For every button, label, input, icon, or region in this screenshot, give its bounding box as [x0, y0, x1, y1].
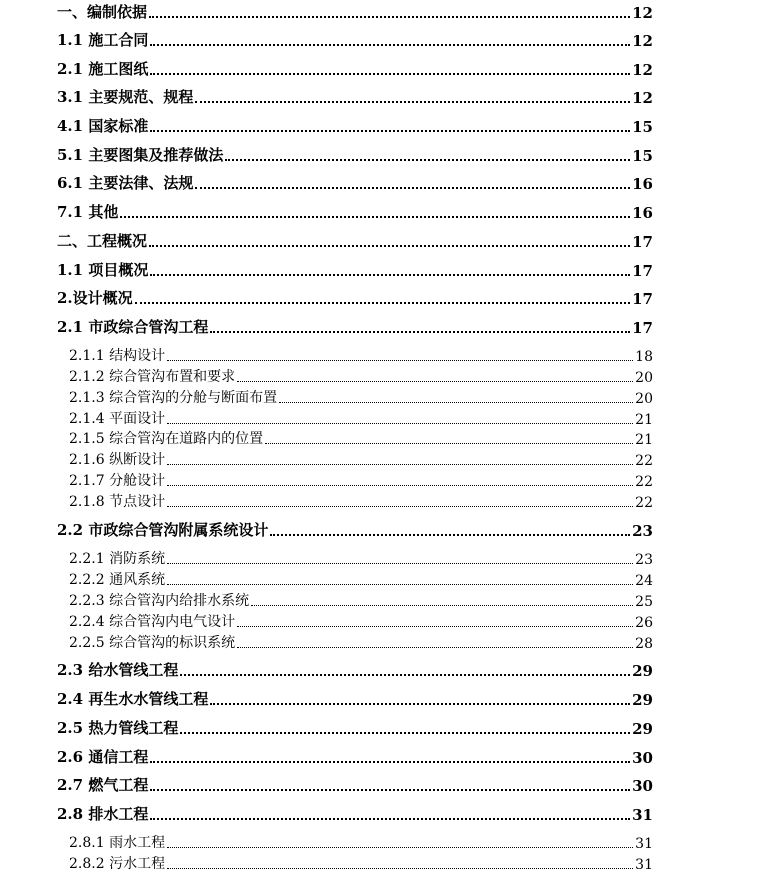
- toc-entry-title: 2.1 施工图纸: [57, 60, 149, 78]
- toc-entry-page: 15: [632, 118, 653, 136]
- toc-entry[interactable]: [69, 450, 653, 469]
- toc-entry-page: 28: [635, 636, 653, 652]
- toc-entry-title: 2.4 再生水水管线工程: [57, 690, 209, 708]
- toc-entry-title: 2.7 燃气工程: [57, 776, 149, 794]
- dot-leader: [265, 443, 633, 444]
- toc-entry[interactable]: [57, 116, 653, 136]
- dot-leader: [149, 245, 630, 247]
- toc-entry-title: 2.1.7 分舱设计: [69, 473, 166, 489]
- dot-leader: [237, 626, 633, 627]
- dot-leader: [251, 605, 633, 606]
- toc-entry-title: 2.1.1 结构设计: [69, 348, 166, 364]
- toc-entry-page: 16: [632, 204, 653, 222]
- toc-entry-title: 2.设计概况: [57, 289, 133, 307]
- dot-leader: [180, 674, 630, 676]
- toc-entry-title: 3.1 主要规范、规程: [57, 88, 194, 106]
- toc-entry-page: 22: [635, 495, 653, 511]
- toc-entry[interactable]: [57, 317, 653, 337]
- dot-leader: [150, 789, 630, 791]
- toc-entry[interactable]: [69, 409, 653, 428]
- toc-entry[interactable]: [57, 260, 653, 280]
- toc-entry-page: 23: [632, 522, 653, 540]
- toc-entry-title: 1.1 施工合同: [57, 31, 149, 49]
- toc-entry-page: 21: [635, 432, 653, 448]
- toc-entry-title: 2.2.4 综合管沟内电气设计: [69, 614, 236, 630]
- toc-entry-title: 2.1.8 节点设计: [69, 494, 166, 510]
- dot-leader: [237, 647, 633, 648]
- toc-entry-title: 2.2 市政综合管沟附属系统设计: [57, 521, 269, 539]
- toc-entry-title: 2.2.5 综合管沟的标识系统: [69, 635, 236, 651]
- dot-leader: [167, 506, 633, 507]
- dot-leader: [237, 381, 633, 382]
- toc-entry[interactable]: [69, 833, 653, 852]
- toc-entry-title: 2.6 通信工程: [57, 748, 149, 766]
- toc-entry[interactable]: [69, 471, 653, 490]
- toc-entry-page: 16: [632, 175, 653, 193]
- toc-entry-title: 2.1.6 纵断设计: [69, 452, 166, 468]
- toc-entry-title: 5.1 主要图集及推荐做法: [57, 146, 224, 164]
- dot-leader: [195, 187, 630, 189]
- toc-entry-page: 12: [632, 61, 653, 79]
- toc-entry[interactable]: [69, 549, 653, 568]
- toc-entry-title: 2.2.1 消防系统: [69, 551, 166, 567]
- dot-leader: [150, 761, 630, 763]
- toc-entry[interactable]: [57, 775, 653, 795]
- dot-leader: [167, 485, 633, 486]
- dot-leader: [120, 216, 630, 218]
- toc-entry-page: 17: [632, 319, 653, 337]
- toc-entry[interactable]: [57, 718, 653, 738]
- toc-entry-page: 17: [632, 290, 653, 308]
- dot-leader: [167, 423, 633, 424]
- toc-entry-page: 12: [632, 4, 653, 22]
- toc-entry[interactable]: [57, 288, 653, 308]
- toc-entry-title: 2.1.2 综合管沟布置和要求: [69, 369, 236, 385]
- toc-entry-title: 7.1 其他: [57, 203, 119, 221]
- toc-entry-page: 15: [632, 147, 653, 165]
- toc-entry[interactable]: [57, 520, 653, 540]
- toc-entry[interactable]: [57, 231, 653, 251]
- dot-leader: [167, 464, 633, 465]
- toc-entry-title: 2.2.2 通风系统: [69, 572, 166, 588]
- toc-entry[interactable]: [69, 633, 653, 652]
- toc-entry[interactable]: [69, 492, 653, 511]
- toc-entry-page: 29: [632, 691, 653, 709]
- toc-entry-title: 2.2.3 综合管沟内给排水系统: [69, 593, 250, 609]
- toc-entry-page: 21: [635, 412, 653, 428]
- toc-entry[interactable]: [57, 30, 653, 50]
- toc-entry[interactable]: [57, 173, 653, 193]
- toc-entry-page: 12: [632, 32, 653, 50]
- dot-leader: [195, 101, 630, 103]
- toc-entry[interactable]: [57, 87, 653, 107]
- dot-leader: [150, 274, 630, 276]
- toc-entry-title: 1.1 项目概况: [57, 261, 149, 279]
- toc-entry-title: 2.1 市政综合管沟工程: [57, 318, 209, 336]
- toc-entry-page: 20: [635, 391, 653, 407]
- toc-entry-page: 31: [632, 806, 653, 824]
- dot-leader: [225, 159, 630, 161]
- toc-entry-page: 31: [635, 857, 653, 873]
- toc-entry[interactable]: [69, 367, 653, 386]
- dot-leader: [135, 302, 630, 304]
- dot-leader: [150, 130, 630, 132]
- toc-entry[interactable]: [57, 804, 653, 824]
- toc-entry-page: 29: [632, 662, 653, 680]
- toc-entry[interactable]: [57, 59, 653, 79]
- dot-leader: [210, 331, 630, 333]
- toc-entry[interactable]: [69, 612, 653, 631]
- toc-entry-title: 2.1.4 平面设计: [69, 411, 166, 427]
- toc-entry-page: 22: [635, 453, 653, 469]
- toc-entry-page: 17: [632, 233, 653, 251]
- dot-leader: [150, 73, 630, 75]
- toc-entry-title: 2.8.1 雨水工程: [69, 835, 166, 851]
- toc-entry[interactable]: [69, 388, 653, 407]
- toc-entry-title: 4.1 国家标准: [57, 117, 149, 135]
- toc-entry-page: 20: [635, 370, 653, 386]
- dot-leader: [149, 16, 630, 18]
- toc-entry-page: 23: [635, 552, 653, 568]
- toc-entry[interactable]: [57, 2, 653, 22]
- toc-entry-page: 12: [632, 89, 653, 107]
- dot-leader: [150, 44, 630, 46]
- toc-entry[interactable]: [57, 747, 653, 767]
- toc-entry[interactable]: [69, 429, 653, 448]
- toc-entry-page: 18: [635, 349, 653, 365]
- dot-leader: [167, 584, 633, 585]
- toc-entry-page: 17: [632, 262, 653, 280]
- toc-entry-page: 25: [635, 594, 653, 610]
- toc-entry-page: 22: [635, 474, 653, 490]
- toc-entry-title: 二、工程概况: [57, 232, 148, 250]
- dot-leader: [210, 703, 630, 705]
- toc-entry[interactable]: [57, 202, 653, 222]
- dot-leader: [180, 732, 630, 734]
- toc-entry-title: 2.1.5 综合管沟在道路内的位置: [69, 431, 264, 447]
- toc-entry-page: 31: [635, 836, 653, 852]
- toc-entry-title: 2.1.3 综合管沟的分舱与断面布置: [69, 390, 278, 406]
- dot-leader: [167, 868, 633, 869]
- toc-entry-page: 30: [632, 777, 653, 795]
- toc-entry-title: 一、编制依据: [57, 3, 148, 21]
- toc-entry-title: 2.8.2 污水工程: [69, 856, 166, 872]
- toc-entry[interactable]: [57, 689, 653, 709]
- toc-entry-title: 2.3 给水管线工程: [57, 661, 179, 679]
- toc-entry-title: 2.5 热力管线工程: [57, 719, 179, 737]
- toc-entry[interactable]: [57, 145, 653, 165]
- dot-leader: [167, 360, 633, 361]
- toc-entry-title: 2.8 排水工程: [57, 805, 149, 823]
- toc-entry[interactable]: [69, 346, 653, 365]
- dot-leader: [167, 563, 633, 564]
- toc-entry[interactable]: [69, 854, 653, 873]
- dot-leader: [279, 402, 633, 403]
- toc-entry-page: 26: [635, 615, 653, 631]
- toc-entry[interactable]: [57, 660, 653, 680]
- toc-entry[interactable]: [69, 591, 653, 610]
- toc-entry[interactable]: [69, 570, 653, 589]
- toc-entry-page: 30: [632, 749, 653, 767]
- dot-leader: [270, 534, 630, 536]
- toc-entry-page: 24: [635, 573, 653, 589]
- toc-entry-title: 6.1 主要法律、法规: [57, 174, 194, 192]
- toc-entry-page: 29: [632, 720, 653, 738]
- dot-leader: [167, 847, 633, 848]
- dot-leader: [150, 818, 630, 820]
